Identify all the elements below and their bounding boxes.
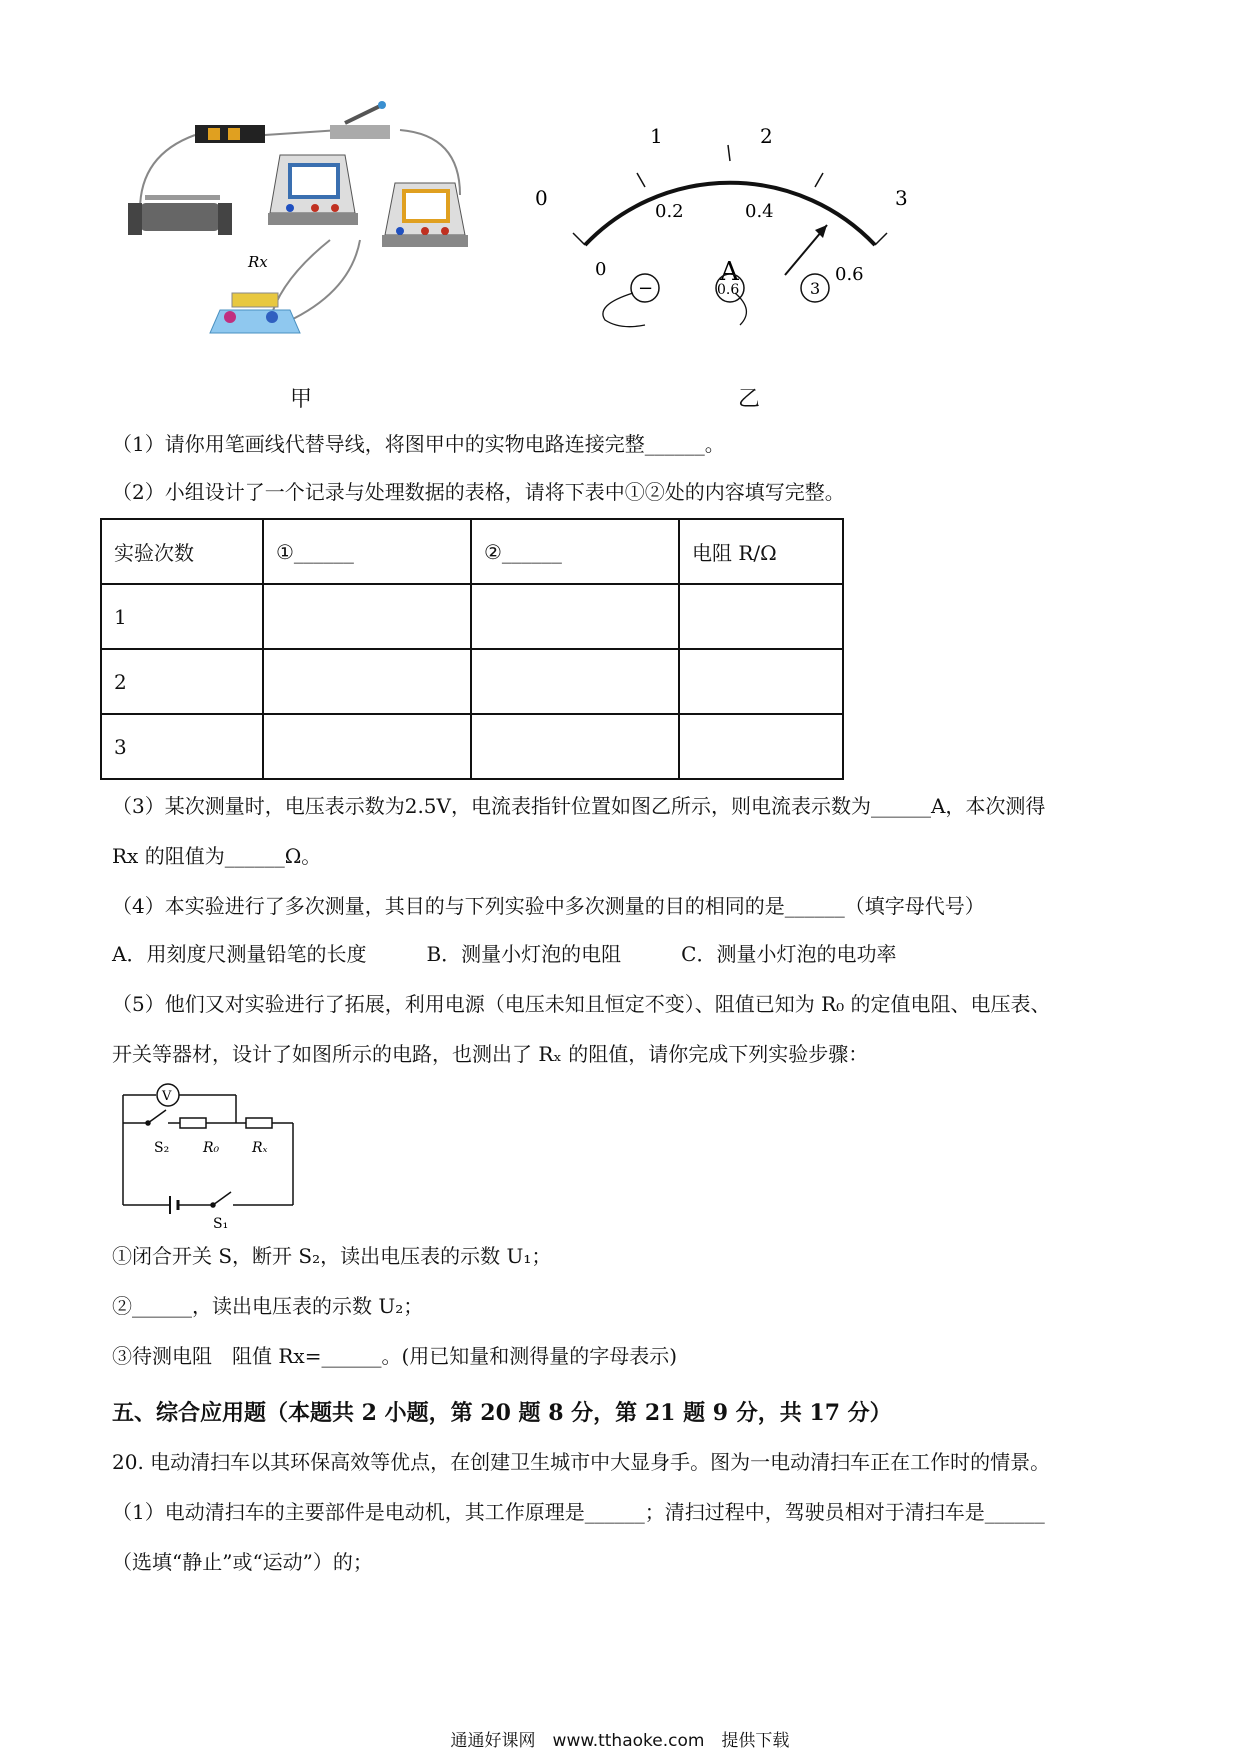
figure-jia-circuit xyxy=(120,95,540,395)
top-scale-0: 0 xyxy=(535,186,548,210)
question-20-1-line-1: （1）电动清扫车的主要部件是电动机，其工作原理是______；清扫过程中，驾驶员相对于清扫车是______ xyxy=(112,1500,1045,1524)
table-cell xyxy=(679,649,843,714)
data-table xyxy=(100,518,844,780)
step-1: ①闭合开关 S，断开 S₂，读出电压表的示数 U₁； xyxy=(112,1244,552,1268)
table-header: 实验次数 xyxy=(101,519,263,584)
table-cell xyxy=(263,649,471,714)
question-5-line-2: 开关等器材，设计了如图所示的电路，也测出了 Rₓ 的阻值，请你完成下列实验步骤： xyxy=(112,1042,869,1066)
s1-label: S₁ xyxy=(213,1216,229,1232)
table-row xyxy=(101,714,843,779)
question-20: 20. 电动清扫车以其环保高效等优点，在创建卫生城市中大显身手。图为一电动清扫车正在工作时的情景。 xyxy=(112,1450,1051,1474)
question-4-options: A．用刻度尺测量铅笔的长度 B．测量小灯泡的电阻 C．测量小灯泡的电功率 xyxy=(112,942,897,966)
footer-watermark: 通通好课网 www.tthaoke.com 提供下载 xyxy=(450,1731,790,1751)
question-20-1-line-2: （选填“静止”或“运动”）的； xyxy=(112,1550,373,1574)
bottom-scale-1: 0.2 xyxy=(655,201,684,222)
question-2: （2）小组设计了一个记录与处理数据的表格，请将下表中①②处的内容填写完整。 xyxy=(112,480,845,504)
rx-label-schematic: Rₓ xyxy=(252,1140,268,1156)
rheostat-icon xyxy=(140,203,220,231)
s2-label: S₂ xyxy=(154,1140,170,1156)
bottom-scale-2: 0.4 xyxy=(745,201,774,222)
section-heading: 五、综合应用题（本题共 2 小题，第 20 题 8 分，第 21 题 9 分，共 17 分） xyxy=(112,1400,892,1426)
r0-label: R₀ xyxy=(203,1140,220,1156)
table-header: 电阻 R/Ω xyxy=(679,519,843,584)
question-3-line-2: Rx 的阻值为______Ω。 xyxy=(112,844,322,868)
schematic-circuit xyxy=(118,1080,308,1230)
question-4: （4）本实验进行了多次测量，其目的与下列实验中多次测量的目的相同的是______（填字母代号） xyxy=(112,894,985,918)
bottom-scale-3: 0.6 xyxy=(835,264,864,285)
resistor-board-icon xyxy=(210,310,300,333)
switch-icon xyxy=(330,125,390,139)
rx-label: Rx xyxy=(248,253,268,271)
question-5-line-1: （5）他们又对实验进行了拓展，利用电源（电压未知且恒定不变）、阻值已知为 R₀ 的定值电阻、电压表、 xyxy=(112,992,1051,1016)
table-row xyxy=(101,649,843,714)
table-cell xyxy=(679,584,843,649)
table-cell xyxy=(471,714,679,779)
table-cell xyxy=(263,714,471,779)
top-scale-2: 2 xyxy=(760,124,773,148)
figure-yi-label: 乙 xyxy=(738,387,761,412)
question-1: （1）请你用笔画线代替导线，将图甲中的实物电路连接完整______。 xyxy=(112,432,725,456)
table-cell xyxy=(679,714,843,779)
svg-text:3: 3 xyxy=(810,279,821,298)
table-cell: 2 xyxy=(101,649,263,714)
svg-text:−: − xyxy=(638,278,654,299)
table-cell xyxy=(471,584,679,649)
svg-text:0.6: 0.6 xyxy=(717,282,740,298)
table-row xyxy=(101,584,843,649)
figure-yi-ammeter-dial xyxy=(535,124,925,355)
table-cell xyxy=(471,649,679,714)
step-3: ③待测电阻 阻值 Rx=______。(用已知量和测得量的字母表示) xyxy=(112,1344,678,1368)
bottom-scale-0: 0 xyxy=(595,259,607,280)
question-3-line-1: （3）某次测量时，电压表示数为2.5V，电流表指针位置如图乙所示，则电流表示数为______A，本次测得 xyxy=(112,794,1046,818)
top-scale-1: 1 xyxy=(650,124,663,148)
ammeter-unit: A xyxy=(720,257,739,287)
top-scale-3: 3 xyxy=(895,186,908,210)
table-cell xyxy=(263,584,471,649)
table-header: ②______ xyxy=(471,519,679,584)
voltmeter-label: V xyxy=(162,1089,172,1104)
table-cell: 3 xyxy=(101,714,263,779)
step-2: ②______，读出电压表的示数 U₂； xyxy=(112,1294,424,1318)
figure-jia-label: 甲 xyxy=(290,387,313,412)
table-header-row xyxy=(101,519,843,584)
table-cell: 1 xyxy=(101,584,263,649)
table-header: ①______ xyxy=(263,519,471,584)
